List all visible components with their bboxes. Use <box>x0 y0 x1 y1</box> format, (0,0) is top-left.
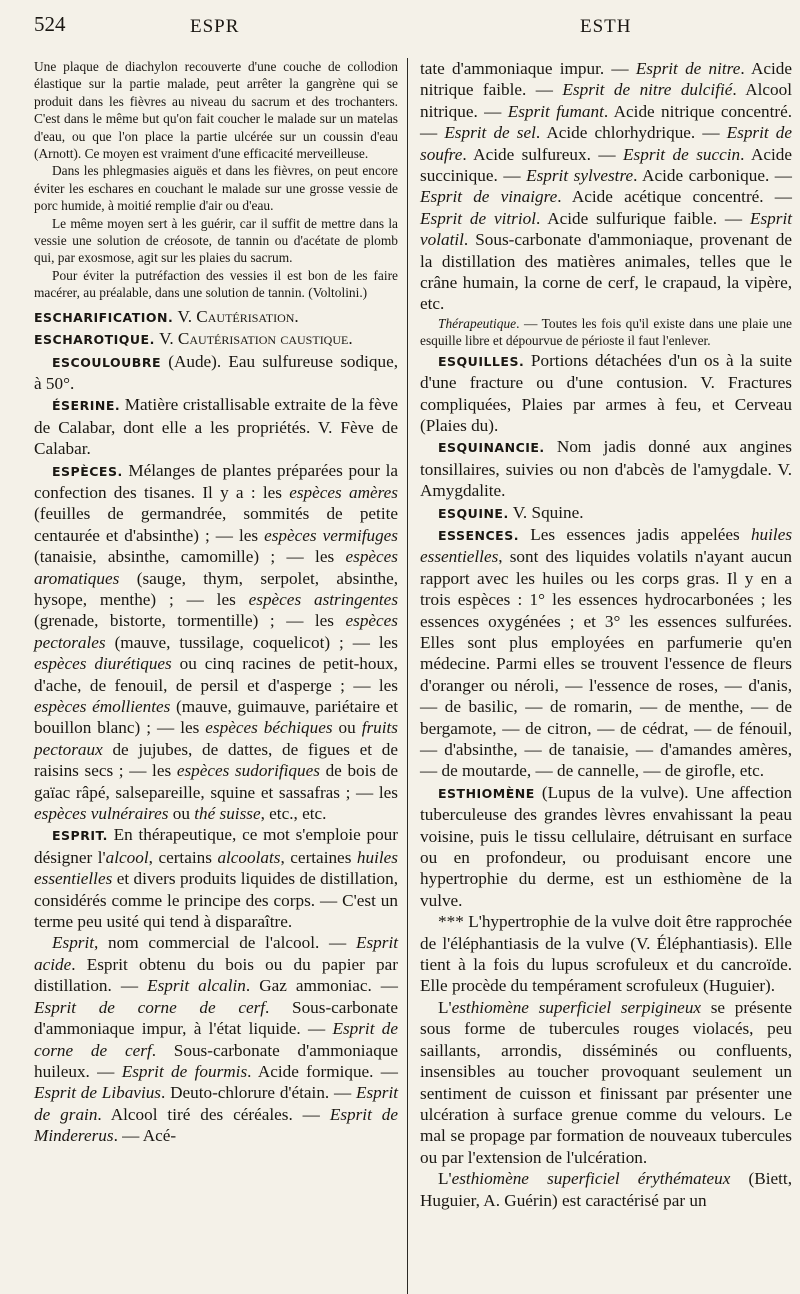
text-run: , certaines <box>280 847 357 867</box>
text-run: L' <box>438 1169 452 1189</box>
text-run: L' <box>438 997 452 1017</box>
italic-term: huiles essentielles <box>420 524 793 567</box>
entry-text <box>420 525 792 780</box>
entry-head: ÉSERINE. <box>52 398 121 414</box>
text-run: . Acide chlorhydrique. — <box>535 123 727 143</box>
italic-term: Esprit de nitre dulcifié <box>562 80 733 100</box>
italic-term: Thérapeutique <box>438 315 517 331</box>
entry-escharification <box>34 306 398 328</box>
entry-escouloubre <box>34 351 398 395</box>
italic-term: Esprit de soufre <box>420 123 792 164</box>
italic-term: Esprit volatil <box>420 208 792 250</box>
entry-esquilles <box>420 350 792 437</box>
entry-esprit <box>34 824 398 932</box>
italic-term: espèces pectorales <box>34 611 398 652</box>
text-run: En thérapeutique, ce mot s'emploie pour désigner l' <box>34 825 398 867</box>
italic-term: Esprit <box>52 933 95 953</box>
text-run: de bois de gaïac râpé, salsepareille, squine et sassafras ; — les <box>34 761 398 802</box>
text-run: , sont des liquides volatils n'ayant aucun rapport avec les huiles ou les corps gras. Il y en a trois espèces : 1° les essences hydrocarbonées ; les essences oxygénées ; et 3° les essences sulfurées. Elles sont plus employées en parfumerie qu'en médecine. Parmi elles se trouvent l'essence de fleurs d'oranger ou néroli, — l'essence de roses, — d'anis, — de basilic, — de romarin, — de menthe, — de bergamote, — de citron, — de cédrat, — de fénouil, — d'absinthe, — de tanaisie, — d'amandes amères, — de moutarde, — de cannelle, — de girofle, etc. <box>420 547 792 781</box>
eschare-paragraph-2: Dans les phlegmasies aiguës et dans les fièvres, on peut encore éviter les eschares en couchant le malade sur une grosse vessie de porc humide, à moitié remplie d'air ou d'eau. <box>34 163 398 214</box>
entry-head: ESPRIT. <box>52 828 108 844</box>
text-run: de jujubes, de dattes, de figues et de raisins secs ; — les <box>34 739 398 781</box>
entry-head: ESPÈCES. <box>52 463 123 479</box>
entry-eserine <box>34 394 398 459</box>
esthiomene-erythemateux <box>420 1168 792 1211</box>
italic-term: fruits pectoraux <box>34 718 398 759</box>
italic-term: espèces béchiques <box>205 718 333 738</box>
italic-term: Esprit de Libavius <box>34 1083 161 1103</box>
esthiomene-serpigineux <box>420 997 792 1168</box>
text-run: . Sous-carbonate d'ammoniaque huileux. — <box>34 1040 399 1081</box>
text-run: (mauve, tussilage, coquelicot) ; — les <box>105 632 398 652</box>
italic-term: Esprit de sel <box>444 123 536 143</box>
text-run: . Acide succinique. — <box>420 144 793 186</box>
text-run: , nom commercial de l'alcool. — <box>94 933 356 953</box>
italic-term: espèces diurétiques <box>34 654 172 674</box>
italic-term: esthiomène superficiel érythémateux <box>451 1169 731 1189</box>
entry-text: (Lupus de la vulve). Une affection tuberculeuse des grandes lèvres envahissant la peau voisine, puis le tissu cellulaire, détruisant en surface ou en profondeur, ou produisant encore une hypertrophie du derme, est un esthiomène de la vulve. <box>420 782 792 910</box>
text-run: (feuilles de germandrée, sommités de petite centaurée et d'absinthe) ; — les <box>34 504 398 545</box>
entry-head: ESSENCES. <box>438 527 519 543</box>
text-run: (mauve, guimauve, pariétaire et bouillon blanc) ; — les <box>34 697 398 738</box>
esprit-varieties <box>34 932 398 1146</box>
entry-text: Nom jadis donné aux angines tonsillaires, suivies ou non d'abcès de l'amygdale. V. Amygdalite. <box>420 437 792 501</box>
text-run: Les essences jadis appelées <box>530 524 751 544</box>
text-run: ou <box>168 804 195 824</box>
entry-head: ESQUINANCIE. <box>438 440 545 456</box>
text-run: . Deuto-chlorure d'étain. — <box>161 1083 356 1103</box>
italic-term: alcool <box>105 847 149 867</box>
text-run: . Esprit obtenu du bois ou du papier par distillation. — <box>34 954 398 996</box>
entry-text: (Aude). Eau sulfureuse sodique, à 50°. <box>34 351 398 393</box>
text-run: . Sous-carbonate d'ammoniaque impur, à l'état liquide. — <box>34 997 398 1039</box>
entry-text: Matière cristallisable extraite de la fève de Calabar, dont elle a les propriétés. V. Fève de Calabar. <box>34 395 398 459</box>
entry-text: V. Cautérisation. <box>177 306 299 326</box>
entry-head: ESQUILLES. <box>438 353 525 369</box>
text-run: ou cinq racines de petit-houx, d'ache, de fenouil, de persil et d'asperge ; — les <box>34 654 398 695</box>
italic-term: espèces vulnéraires <box>34 804 169 824</box>
text-run: . Gaz ammoniac. — <box>245 976 398 996</box>
text-run: . — Toutes les fois qu'il existe dans une plaie une esquille libre et dépourvue de périoste il faut l'enlever. <box>420 315 792 349</box>
text-run: . — Acé- <box>113 1126 177 1146</box>
text-run: . Acide formique. — <box>247 1061 398 1081</box>
italic-term: espèces aromatiques <box>34 547 398 588</box>
entry-text <box>34 461 398 824</box>
entry-head: ESTHIOMÈNE <box>438 785 535 801</box>
italic-term: thé suisse <box>194 804 261 824</box>
italic-term: Esprit de succin <box>623 144 741 164</box>
italic-term: Esprit de nitre <box>635 59 741 78</box>
text-run: (grenade, bistorte, tormentille) ; — les <box>34 611 346 631</box>
italic-term: Esprit fumant <box>507 101 604 121</box>
text-run: . Alcool nitrique. — <box>420 80 792 121</box>
text-run: Mélanges de plantes préparées pour la confection des tisanes. Il y a : les <box>34 460 398 502</box>
italic-term: Esprit de Mindererus <box>34 1104 399 1146</box>
entry-esquinancie <box>420 436 792 501</box>
right-column <box>420 58 792 1211</box>
italic-term: espèces vermifuges <box>264 525 398 545</box>
left-column <box>34 58 398 1147</box>
running-head-left: ESPR <box>190 16 240 37</box>
entry-escharotique <box>34 328 398 350</box>
column-divider <box>407 58 408 1294</box>
entry-text: V. Cautérisation caustique. <box>159 329 353 349</box>
entry-text: V. Squine. <box>512 502 584 522</box>
italic-term: Esprit de grain <box>34 1083 398 1124</box>
text-run: ou <box>332 718 362 738</box>
italic-term: Esprit de fourmis <box>121 1061 248 1081</box>
entry-esquine <box>420 502 792 524</box>
text-run: se présente sous forme de tubercules rouges violacés, peu saillants, arrondis, disséminés ou confluents, insensibles au toucher provoquant seulement un sentiment de cuisson et finissant par présenter une ulcération à surface grenue comme du velours. Le mal se propage par formation de nouveaux tubercules ou par l'extension de l'ulcération. <box>420 997 792 1167</box>
text-run: , certains <box>148 847 218 867</box>
italic-term: Esprit acide <box>34 933 398 974</box>
page-number: 524 <box>34 12 66 36</box>
entry-head: ESCOULOUBRE <box>52 354 161 370</box>
text-run: . Acide sulfurique faible. — <box>535 208 750 228</box>
esthiomene-note: *** L'hypertrophie de la vulve doit être rapprochée de l'éléphantiasis de la vulve (V. Éléphantiasis). Elle tient à la fois du lupus scrofuleux et du cancroïde. Elle procède du tempérament scrofuleux (Huguier). <box>420 912 792 996</box>
esprit-varieties-continued <box>420 58 792 315</box>
text-run: (Biett, Huguier, A. Guérin) est caractérisé par un <box>420 1169 792 1210</box>
text-run: . Acide sulfureux. — <box>462 144 624 164</box>
page-header <box>0 12 800 58</box>
eschare-paragraph-4: Pour éviter la putréfaction des vessies il est bon de les faire macérer, au préalable, dans une solution de tannin. (Voltolini.) <box>34 267 398 301</box>
text-run: et divers produits liquides de distillation, considérés comme le principe des corps. — C'est un terme peu usité qui tend à disparaître. <box>34 869 398 932</box>
italic-term: Esprit sylvestre <box>526 166 634 186</box>
text-run: . Acide carbonique. — <box>633 166 792 186</box>
text-run: . Acide nitrique faible. — <box>420 59 792 100</box>
text-run: (sauge, thym, serpolet, absinthe, hysope, menthe) ; — les <box>34 568 398 609</box>
italic-term: Esprit de corne de cerf <box>34 997 266 1017</box>
entry-esthiomene <box>420 782 792 911</box>
italic-term: alcoolats <box>217 847 281 867</box>
entry-text: Portions détachées d'un os à la suite d'une fracture ou d'une contusion. V. Fractures compliquées, Plaies par armes à feu, et Cerveau (Plaies du). <box>420 350 792 435</box>
text-run: . Alcool tiré des céréales. — <box>97 1104 330 1124</box>
entry-essences <box>420 524 792 782</box>
therapeutique-note <box>420 315 792 350</box>
italic-term: Esprit de vitriol <box>420 208 536 228</box>
italic-term: espèces sudorifiques <box>176 761 320 781</box>
text-run: , etc., etc. <box>260 804 327 824</box>
text-run: . Sous-carbonate d'ammoniaque, provenant de la distillation des matières animales, telles que le crâne humain, la corne de cerf, le crapaud, la vipère, etc. <box>420 230 792 314</box>
running-head-right: ESTH <box>580 16 632 37</box>
italic-term: Esprit de vinaigre <box>420 187 558 207</box>
entry-especes <box>34 460 398 825</box>
eschare-paragraph-1: Une plaque de diachylon recouverte d'une couche de collodion élastique sur la partie malade, peut arrêter la gangrène qui se produit dans les fièvres au niveau du sacrum et des trochanters. C'est dans le même but qu'on fait coucher le malade sur un matelas d'eau, ou que l'on place la partie ulcérée sur un coussin d'eau (Arnott). Ce moyen est vraiment d'une efficacité merveilleuse. <box>34 59 398 162</box>
text-run: . Acide nitrique concentré. — <box>420 101 792 143</box>
italic-term: espèces émollientes <box>34 697 171 716</box>
text-run: (tanaisie, absinthe, camomille) ; — les <box>34 547 346 567</box>
text-run: . Acide acétique concentré. — <box>557 187 792 207</box>
text-run: tate d'ammoniaque impur. — <box>420 59 636 78</box>
italic-term: espèces astringentes <box>248 589 399 609</box>
italic-term: huiles essentielles <box>34 847 398 889</box>
entry-head: ESQUINE. <box>438 505 509 521</box>
italic-term: Esprit de corne de cerf <box>34 1019 398 1060</box>
entry-head: ESCHARIFICATION. <box>34 309 174 325</box>
italic-term: esthiomène superficiel serpigineux <box>451 997 702 1017</box>
italic-term: Esprit alcalin <box>147 976 246 996</box>
eschare-paragraph-3: Le même moyen sert à les guérir, car il suffit de mettre dans la vessie une solution de créosote, de tannin ou d'acétate de plomb qui, par exosmose, agit sur les plaies du sacrum. <box>34 215 398 266</box>
entry-head: ESCHAROTIQUE. <box>34 332 155 348</box>
italic-term: espèces amères <box>289 482 398 502</box>
